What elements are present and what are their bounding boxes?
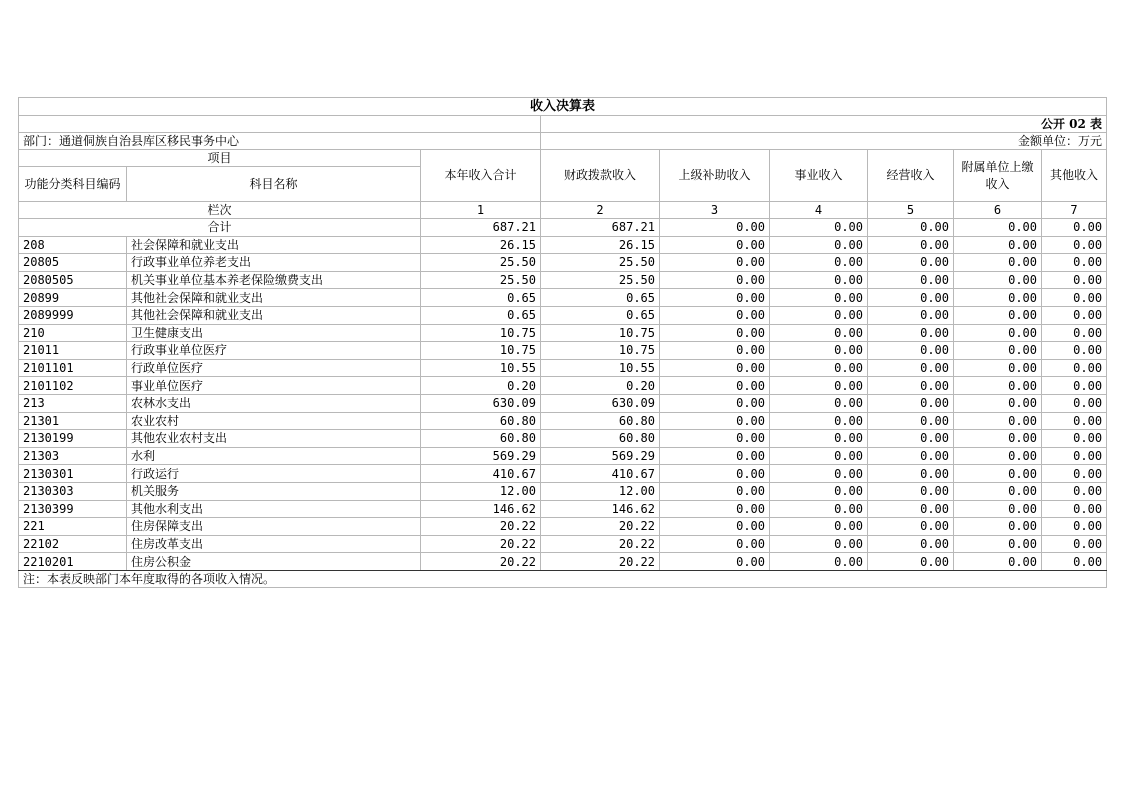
row-value: 25.50 [541, 254, 660, 272]
row-code: 208 [19, 236, 127, 254]
row-code: 2101102 [19, 377, 127, 395]
row-value: 0.00 [660, 254, 770, 272]
row-value: 0.00 [868, 518, 954, 536]
row-value: 0.00 [1042, 359, 1107, 377]
row-name: 机关事业单位基本养老保险缴费支出 [127, 271, 421, 289]
row-value: 12.00 [421, 482, 541, 500]
row-value: 0.00 [954, 324, 1042, 342]
row-value: 0.00 [1042, 324, 1107, 342]
row-name: 行政事业单位养老支出 [127, 254, 421, 272]
row-value: 0.65 [541, 306, 660, 324]
row-code: 22102 [19, 535, 127, 553]
row-value: 0.00 [1042, 447, 1107, 465]
row-name: 其他水利支出 [127, 500, 421, 518]
row-value: 0.00 [954, 271, 1042, 289]
row-value: 0.00 [770, 535, 868, 553]
row-value: 0.00 [1042, 553, 1107, 571]
total-label: 合计 [19, 219, 421, 237]
row-value: 0.00 [770, 342, 868, 360]
row-name: 行政单位医疗 [127, 359, 421, 377]
row-value: 0.00 [868, 236, 954, 254]
department-label: 部门：通道侗族自治县库区移民事务中心 [19, 133, 541, 150]
row-value: 0.00 [660, 271, 770, 289]
header-code: 功能分类科目编码 [19, 167, 127, 202]
column-index-label: 栏次 [19, 202, 421, 219]
income-table [18, 97, 1107, 588]
row-value: 0.00 [954, 254, 1042, 272]
table-row [19, 289, 1107, 307]
row-value: 0.00 [660, 553, 770, 571]
table-row [19, 306, 1107, 324]
row-value: 569.29 [421, 447, 541, 465]
row-name: 行政事业单位医疗 [127, 342, 421, 360]
row-value: 0.00 [868, 306, 954, 324]
table-row [19, 412, 1107, 430]
row-value: 0.00 [868, 359, 954, 377]
unit-label: 金额单位：万元 [541, 133, 1107, 150]
header-superior: 上级补助收入 [660, 150, 770, 202]
row-code: 2130303 [19, 482, 127, 500]
table-row [19, 430, 1107, 448]
row-code: 210 [19, 324, 127, 342]
table-row [19, 324, 1107, 342]
header-total: 本年收入合计 [421, 150, 541, 202]
row-value: 0.00 [954, 412, 1042, 430]
table-row [19, 271, 1107, 289]
row-code: 21301 [19, 412, 127, 430]
row-value: 0.00 [660, 518, 770, 536]
row-value: 60.80 [541, 430, 660, 448]
row-code: 2130399 [19, 500, 127, 518]
total-value: 0.00 [770, 219, 868, 237]
row-value: 0.00 [954, 359, 1042, 377]
row-code: 21011 [19, 342, 127, 360]
row-value: 25.50 [541, 271, 660, 289]
column-index-1: 1 [421, 202, 541, 219]
row-value: 0.00 [660, 377, 770, 395]
row-value: 0.00 [1042, 254, 1107, 272]
row-value: 0.00 [954, 518, 1042, 536]
row-value: 0.00 [770, 306, 868, 324]
row-value: 0.00 [660, 412, 770, 430]
row-name: 卫生健康支出 [127, 324, 421, 342]
row-value: 0.00 [868, 271, 954, 289]
row-value: 12.00 [541, 482, 660, 500]
table-row [19, 447, 1107, 465]
column-index-7: 7 [1042, 202, 1107, 219]
row-value: 0.00 [770, 359, 868, 377]
header-business: 事业收入 [770, 150, 868, 202]
row-value: 0.00 [954, 482, 1042, 500]
row-name: 农林水支出 [127, 394, 421, 412]
row-value: 0.00 [1042, 271, 1107, 289]
row-value: 410.67 [421, 465, 541, 483]
row-value: 0.00 [954, 430, 1042, 448]
row-code: 2210201 [19, 553, 127, 571]
row-name: 事业单位医疗 [127, 377, 421, 395]
header-affiliated: 附属单位上缴收入 [954, 150, 1042, 202]
row-name: 机关服务 [127, 482, 421, 500]
row-value: 0.00 [1042, 465, 1107, 483]
table-row [19, 465, 1107, 483]
row-value: 0.00 [770, 324, 868, 342]
header-name: 科目名称 [127, 167, 421, 202]
row-value: 146.62 [421, 500, 541, 518]
row-value: 0.00 [868, 377, 954, 395]
row-value: 0.00 [660, 324, 770, 342]
row-value: 0.00 [954, 535, 1042, 553]
row-name: 其他社会保障和就业支出 [127, 289, 421, 307]
row-value: 0.00 [1042, 535, 1107, 553]
row-value: 0.00 [868, 342, 954, 360]
row-value: 0.00 [660, 306, 770, 324]
table-number: 公开 02 表 [541, 116, 1107, 133]
row-value: 0.00 [770, 412, 868, 430]
row-value: 0.00 [770, 271, 868, 289]
table-row [19, 254, 1107, 272]
row-value: 0.00 [770, 377, 868, 395]
row-name: 住房公积金 [127, 553, 421, 571]
column-index-3: 3 [660, 202, 770, 219]
total-value: 687.21 [541, 219, 660, 237]
table-row [19, 394, 1107, 412]
total-value: 0.00 [1042, 219, 1107, 237]
row-value: 0.00 [1042, 236, 1107, 254]
header-project: 项目 [19, 150, 421, 167]
row-value: 0.00 [868, 535, 954, 553]
row-code: 2101101 [19, 359, 127, 377]
row-value: 0.00 [770, 553, 868, 571]
row-value: 0.00 [954, 394, 1042, 412]
row-value: 0.00 [770, 465, 868, 483]
row-value: 0.00 [954, 342, 1042, 360]
table-row [19, 482, 1107, 500]
header-other: 其他收入 [1042, 150, 1107, 202]
row-name: 住房保障支出 [127, 518, 421, 536]
blank-cell [19, 116, 541, 133]
row-value: 0.00 [868, 394, 954, 412]
row-value: 0.00 [868, 289, 954, 307]
row-value: 410.67 [541, 465, 660, 483]
row-value: 0.00 [660, 482, 770, 500]
row-value: 0.00 [954, 553, 1042, 571]
row-value: 0.65 [541, 289, 660, 307]
table-row [19, 518, 1107, 536]
row-code: 2080505 [19, 271, 127, 289]
header-operating: 经营收入 [868, 150, 954, 202]
column-index-5: 5 [868, 202, 954, 219]
row-value: 0.00 [660, 447, 770, 465]
row-value: 60.80 [541, 412, 660, 430]
total-value: 687.21 [421, 219, 541, 237]
row-value: 0.00 [954, 236, 1042, 254]
row-value: 10.75 [421, 324, 541, 342]
row-name: 其他农业农村支出 [127, 430, 421, 448]
column-index-6: 6 [954, 202, 1042, 219]
row-value: 10.75 [421, 342, 541, 360]
row-value: 146.62 [541, 500, 660, 518]
row-value: 0.00 [770, 254, 868, 272]
row-value: 0.00 [954, 447, 1042, 465]
row-value: 0.00 [954, 306, 1042, 324]
row-value: 0.00 [868, 553, 954, 571]
table-row [19, 377, 1107, 395]
row-value: 0.00 [1042, 412, 1107, 430]
table-row [19, 359, 1107, 377]
row-value: 0.00 [954, 289, 1042, 307]
row-name: 住房改革支出 [127, 535, 421, 553]
row-value: 0.00 [660, 500, 770, 518]
row-value: 0.00 [770, 236, 868, 254]
row-code: 2130199 [19, 430, 127, 448]
row-value: 0.00 [1042, 500, 1107, 518]
row-value: 20.22 [421, 553, 541, 571]
row-value: 10.55 [541, 359, 660, 377]
row-value: 0.00 [868, 324, 954, 342]
row-value: 20.22 [421, 518, 541, 536]
row-code: 2089999 [19, 306, 127, 324]
table-note: 注：本表反映部门本年度取得的各项收入情况。 [19, 570, 1107, 587]
row-value: 0.00 [660, 342, 770, 360]
row-code: 20899 [19, 289, 127, 307]
row-value: 0.00 [770, 518, 868, 536]
row-value: 0.00 [770, 394, 868, 412]
row-value: 0.00 [868, 465, 954, 483]
row-value: 0.00 [954, 500, 1042, 518]
row-value: 20.22 [541, 553, 660, 571]
row-value: 0.00 [868, 500, 954, 518]
row-value: 0.00 [660, 289, 770, 307]
row-value: 0.00 [660, 465, 770, 483]
row-value: 569.29 [541, 447, 660, 465]
row-value: 0.00 [770, 447, 868, 465]
row-value: 0.00 [1042, 377, 1107, 395]
row-value: 0.00 [1042, 289, 1107, 307]
row-value: 0.00 [770, 289, 868, 307]
row-name: 社会保障和就业支出 [127, 236, 421, 254]
row-value: 60.80 [421, 430, 541, 448]
column-index-2: 2 [541, 202, 660, 219]
income-final-account-sheet [18, 97, 1107, 588]
row-name: 农业农村 [127, 412, 421, 430]
row-value: 0.00 [770, 482, 868, 500]
table-row [19, 500, 1107, 518]
row-value: 0.00 [1042, 482, 1107, 500]
total-value: 0.00 [868, 219, 954, 237]
row-value: 0.00 [660, 430, 770, 448]
row-value: 0.00 [868, 430, 954, 448]
table-row [19, 553, 1107, 571]
row-code: 221 [19, 518, 127, 536]
row-value: 26.15 [541, 236, 660, 254]
row-value: 0.00 [1042, 518, 1107, 536]
total-row [19, 219, 1107, 237]
row-value: 630.09 [421, 394, 541, 412]
row-value: 0.00 [1042, 342, 1107, 360]
row-value: 25.50 [421, 271, 541, 289]
row-code: 21303 [19, 447, 127, 465]
row-value: 0.00 [770, 430, 868, 448]
row-value: 0.65 [421, 289, 541, 307]
row-value: 0.00 [1042, 394, 1107, 412]
row-value: 0.00 [660, 236, 770, 254]
row-value: 25.50 [421, 254, 541, 272]
row-value: 0.00 [868, 412, 954, 430]
row-value: 20.22 [541, 535, 660, 553]
row-value: 0.20 [421, 377, 541, 395]
table-row [19, 342, 1107, 360]
row-name: 行政运行 [127, 465, 421, 483]
row-value: 0.00 [660, 359, 770, 377]
row-value: 20.22 [541, 518, 660, 536]
row-value: 0.00 [868, 447, 954, 465]
row-value: 0.00 [954, 465, 1042, 483]
row-code: 2130301 [19, 465, 127, 483]
row-name: 水利 [127, 447, 421, 465]
row-name: 其他社会保障和就业支出 [127, 306, 421, 324]
row-value: 10.75 [541, 324, 660, 342]
row-value: 10.75 [541, 342, 660, 360]
row-value: 630.09 [541, 394, 660, 412]
row-value: 0.00 [1042, 306, 1107, 324]
row-value: 26.15 [421, 236, 541, 254]
table-title: 收入决算表 [19, 98, 1107, 116]
row-value: 10.55 [421, 359, 541, 377]
header-fiscal: 财政拨款收入 [541, 150, 660, 202]
row-value: 0.00 [954, 377, 1042, 395]
table-row [19, 535, 1107, 553]
row-value: 60.80 [421, 412, 541, 430]
row-code: 20805 [19, 254, 127, 272]
row-value: 0.00 [660, 535, 770, 553]
row-value: 20.22 [421, 535, 541, 553]
row-value: 0.00 [868, 254, 954, 272]
row-value: 0.00 [868, 482, 954, 500]
total-value: 0.00 [954, 219, 1042, 237]
row-code: 213 [19, 394, 127, 412]
row-value: 0.65 [421, 306, 541, 324]
row-value: 0.00 [660, 394, 770, 412]
row-value: 0.00 [770, 500, 868, 518]
row-value: 0.20 [541, 377, 660, 395]
total-value: 0.00 [660, 219, 770, 237]
column-index-4: 4 [770, 202, 868, 219]
row-value: 0.00 [1042, 430, 1107, 448]
table-row [19, 236, 1107, 254]
